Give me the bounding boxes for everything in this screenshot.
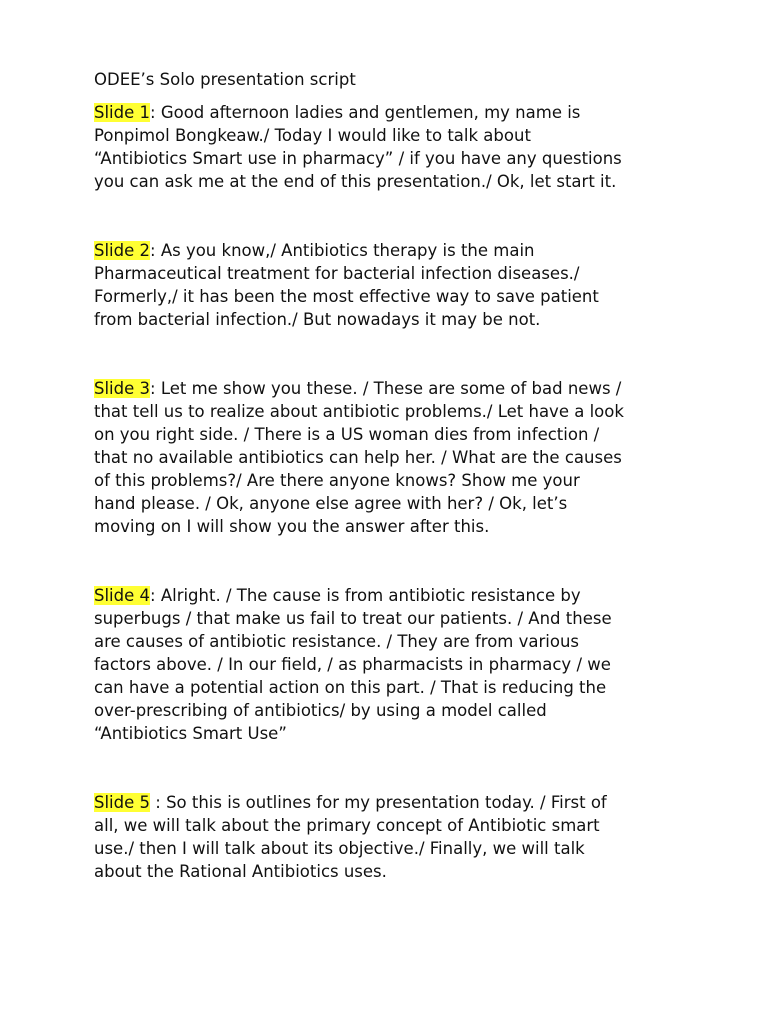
paragraph-line: that no available antibiotics can help her. / What are the causes <box>94 448 622 467</box>
paragraph-line: over-prescribing of antibiotics/ by using a model called <box>94 701 547 720</box>
slide-label-highlight: Slide 3 <box>94 379 151 398</box>
paragraph-line: from bacterial infection./ But nowadays it may be not. <box>94 310 541 329</box>
slide-label-highlight: Slide 1 <box>94 103 151 122</box>
document-title: ODEE’s Solo presentation script <box>94 70 356 89</box>
slide-label-highlight: Slide 5 <box>94 793 151 812</box>
paragraph-line <box>94 584 612 607</box>
paragraph-line: Pharmaceutical treatment for bacterial infection diseases./ <box>94 264 580 283</box>
slide-3-paragraph <box>94 377 624 538</box>
paragraph-line: moving on I will show you the answer after this. <box>94 517 490 536</box>
paragraph-line: about the Rational Antibiotics uses. <box>94 862 387 881</box>
paragraph-line <box>94 377 624 400</box>
slide-2-paragraph <box>94 239 599 331</box>
slide-label-highlight: Slide 4 <box>94 586 151 605</box>
paragraph-line <box>94 101 622 124</box>
paragraph-line: “Antibiotics Smart Use” <box>94 724 287 743</box>
line-text: : Alright. / The cause is from antibiotic resistance by <box>150 586 581 605</box>
paragraph-line <box>94 239 599 262</box>
paragraph-line: Ponpimol Bongkeaw./ Today I would like to talk about <box>94 126 531 145</box>
slide-label-highlight: Slide 2 <box>94 241 151 260</box>
slide-4-paragraph <box>94 584 612 745</box>
line-text: : So this is outlines for my presentation today. / First of <box>150 793 607 812</box>
line-text: : Good afternoon ladies and gentlemen, my name is <box>150 103 581 122</box>
paragraph-line: factors above. / In our field, / as pharmacists in pharmacy / we <box>94 655 611 674</box>
paragraph-line: “Antibiotics Smart use in pharmacy” / if you have any questions <box>94 149 622 168</box>
paragraph-line: you can ask me at the end of this presentation./ Ok, let start it. <box>94 172 617 191</box>
slide-5-paragraph <box>94 791 607 883</box>
paragraph-line: use./ then I will talk about its objective./ Finally, we will talk <box>94 839 585 858</box>
paragraph-line: all, we will talk about the primary concept of Antibiotic smart <box>94 816 600 835</box>
slide-1-paragraph <box>94 101 622 193</box>
paragraph-line: hand please. / Ok, anyone else agree with her? / Ok, let’s <box>94 494 568 513</box>
paragraph-line: on you right side. / There is a US woman dies from infection / <box>94 425 600 444</box>
paragraph-line <box>94 791 607 814</box>
paragraph-line: of this problems?/ Are there anyone knows? Show me your <box>94 471 580 490</box>
line-text: : Let me show you these. / These are some of bad news / <box>150 379 622 398</box>
line-text: : As you know,/ Antibiotics therapy is the main <box>150 241 535 260</box>
paragraph-line: that tell us to realize about antibiotic problems./ Let have a look <box>94 402 624 421</box>
paragraph-line: are causes of antibiotic resistance. / They are from various <box>94 632 580 651</box>
paragraph-line: superbugs / that make us fail to treat our patients. / And these <box>94 609 612 628</box>
paragraph-line: can have a potential action on this part. / That is reducing the <box>94 678 607 697</box>
paragraph-line: Formerly,/ it has been the most effective way to save patient <box>94 287 599 306</box>
